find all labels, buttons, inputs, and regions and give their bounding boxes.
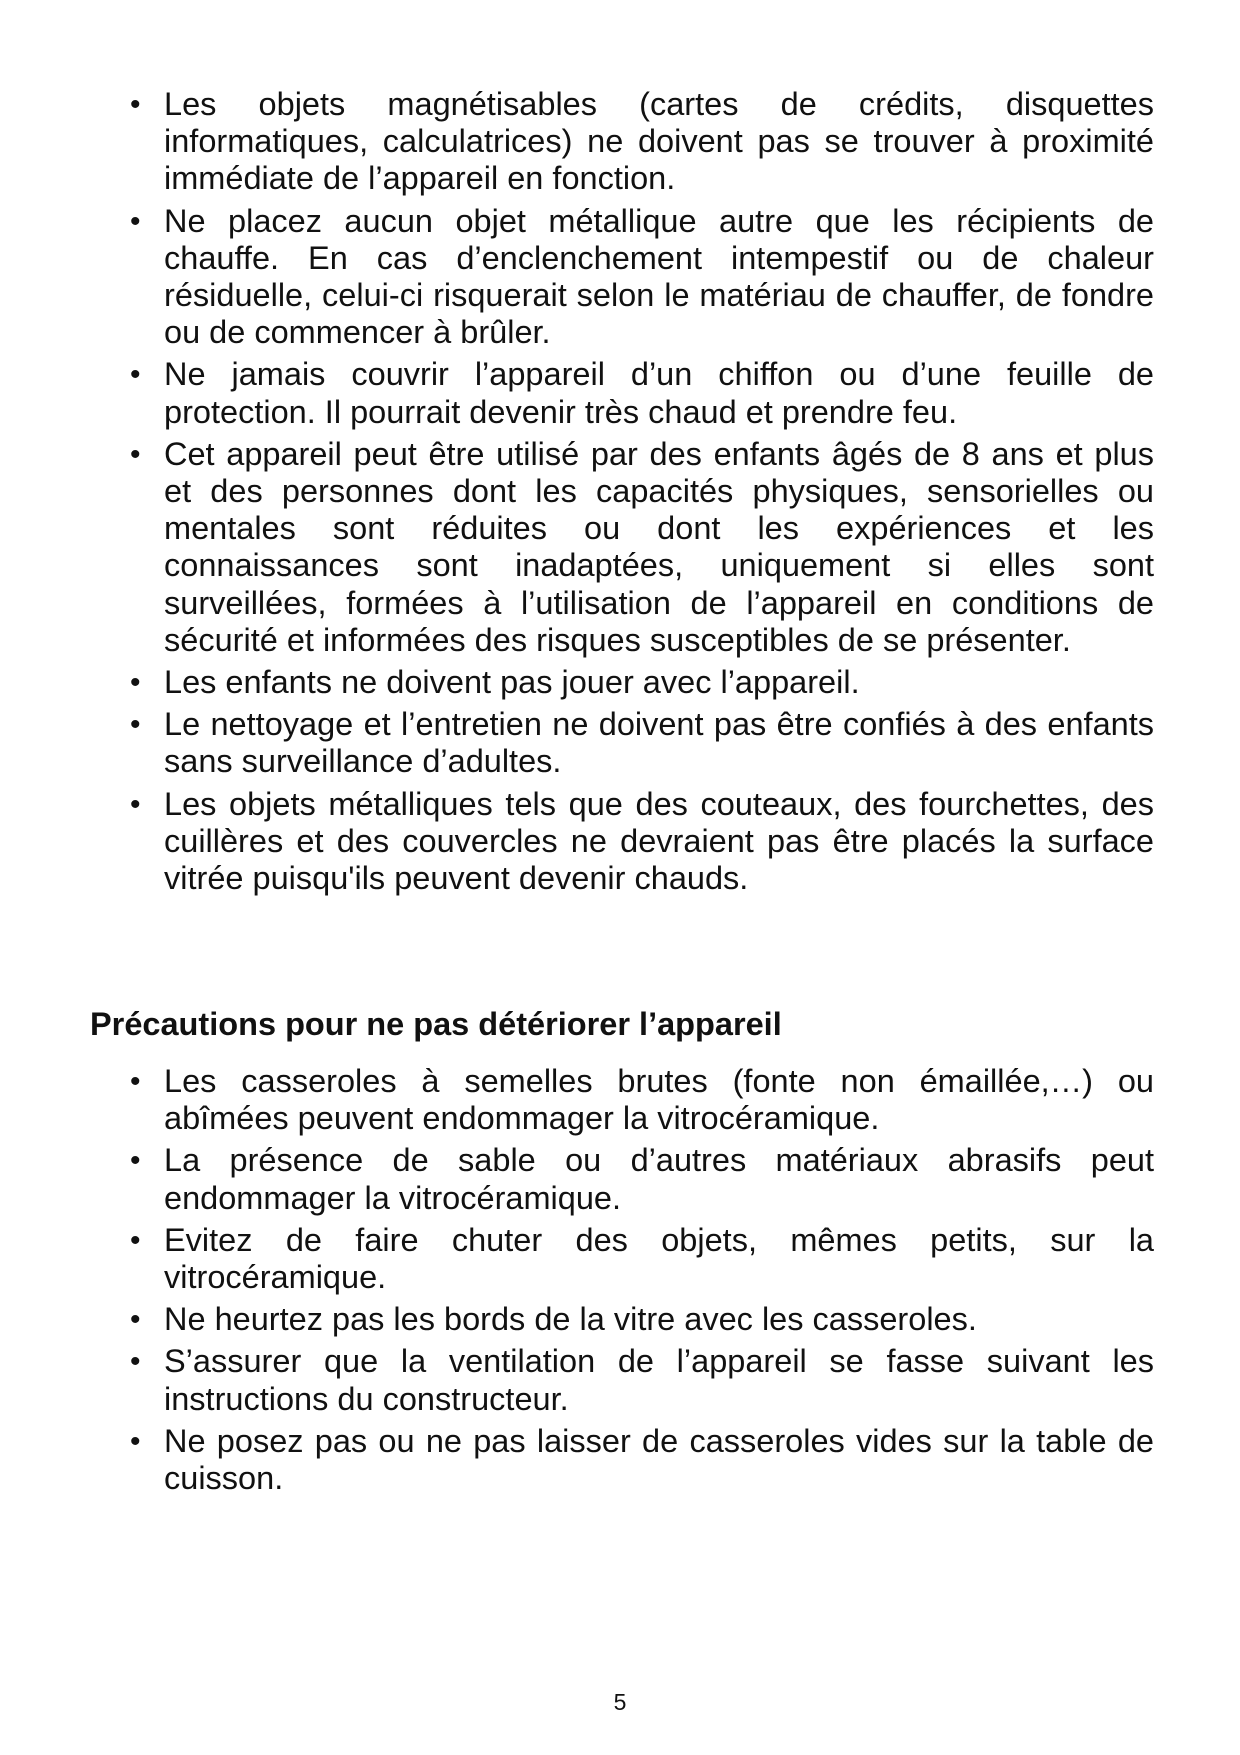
list-item — [130, 86, 1154, 198]
bullet-icon: • — [130, 1424, 141, 1458]
list-item-text: Cet appareil peut être utilisé par des enfants âgés de 8 ans et plus et des personnes dont les capacités physiques, sensorielles ou mentales sont réduites ou dont les expériences et les connaissances sont inadaptées, uniquement si elles sont surveillées, formées à l’utilisation de l’appareil en conditions de sécurité et informées des risques susceptibles de se présenter. — [164, 435, 1154, 658]
list-item — [130, 1343, 1154, 1417]
bullet-icon: • — [130, 1223, 141, 1257]
list-item-text: Ne heurtez pas les bords de la vitre avec les casseroles. — [164, 1301, 977, 1338]
bullet-icon: • — [130, 787, 141, 821]
list-item-text: Ne placez aucun objet métallique autre que les récipients de chauffe. En cas d’enclenchement intempestif ou de chaleur résiduelle, celui-ci risquerait selon le matériau de chauffer, de fondre ou de commencer à brûler. — [164, 202, 1154, 351]
list-item — [130, 1423, 1154, 1497]
list-item — [130, 203, 1154, 352]
bullet-icon: • — [130, 358, 141, 392]
list-item-text: Evitez de faire chuter des objets, mêmes petits, sur la vitrocéramique. — [164, 1221, 1154, 1296]
bullet-icon: • — [130, 437, 141, 471]
bullet-icon: • — [130, 1065, 141, 1098]
bullet-icon: • — [130, 1303, 141, 1337]
list-item — [130, 706, 1154, 780]
list-item-text: Les objets magnétisables (cartes de crédits, disquettes informatiques, calculatrices) ne doivent pas se trouver à proximité immédiate de l’appareil en fonction. — [164, 86, 1154, 197]
list-item — [130, 1301, 1154, 1338]
list-item-text: Ne posez pas ou ne pas laisser de casseroles vides sur la table de cuisson. — [164, 1422, 1154, 1497]
section-heading: Précautions pour ne pas détériorer l’appareil — [90, 1006, 782, 1042]
bullet-icon: • — [130, 1144, 141, 1178]
bullet-icon: • — [130, 666, 141, 700]
list-item-text: Ne jamais couvrir l’appareil d’un chiffon ou d’une feuille de protection. Il pourrait devenir très chaud et prendre feu. — [164, 356, 1154, 430]
list-item — [130, 436, 1154, 659]
bullet-icon: • — [130, 88, 141, 121]
list-item-text: S’assurer que la ventilation de l’appareil se fasse suivant les instructions du constructeur. — [164, 1343, 1154, 1417]
list-item-text: Le nettoyage et l’entretien ne doivent pas être confiés à des enfants sans surveillance d’adultes. — [164, 706, 1154, 780]
list-item-text: Les casseroles à semelles brutes (fonte non émaillée,…) ou abîmées peuvent endommager la vitrocéramique. — [164, 1063, 1154, 1137]
safety-warnings-list — [130, 86, 1154, 902]
page-number: 5 — [613, 1689, 627, 1715]
list-item — [130, 664, 1154, 701]
list-item-text: La présence de sable ou d’autres matériaux abrasifs peut endommager la vitrocéramique. — [164, 1142, 1154, 1216]
list-item — [130, 1063, 1154, 1137]
list-item — [130, 356, 1154, 430]
bullet-icon: • — [130, 708, 141, 742]
damage-precautions-list — [130, 1063, 1154, 1502]
list-item — [130, 786, 1154, 898]
bullet-icon: • — [130, 204, 141, 238]
list-item — [130, 1142, 1154, 1216]
list-item-text: Les enfants ne doivent pas jouer avec l’appareil. — [164, 664, 860, 701]
bullet-icon: • — [130, 1345, 141, 1379]
list-item — [130, 1222, 1154, 1296]
list-item-text: Les objets métalliques tels que des couteaux, des fourchettes, des cuillères et des couvercles ne devraient pas être placés la surface vitrée puisqu'ils peuvent devenir chauds. — [164, 785, 1154, 897]
